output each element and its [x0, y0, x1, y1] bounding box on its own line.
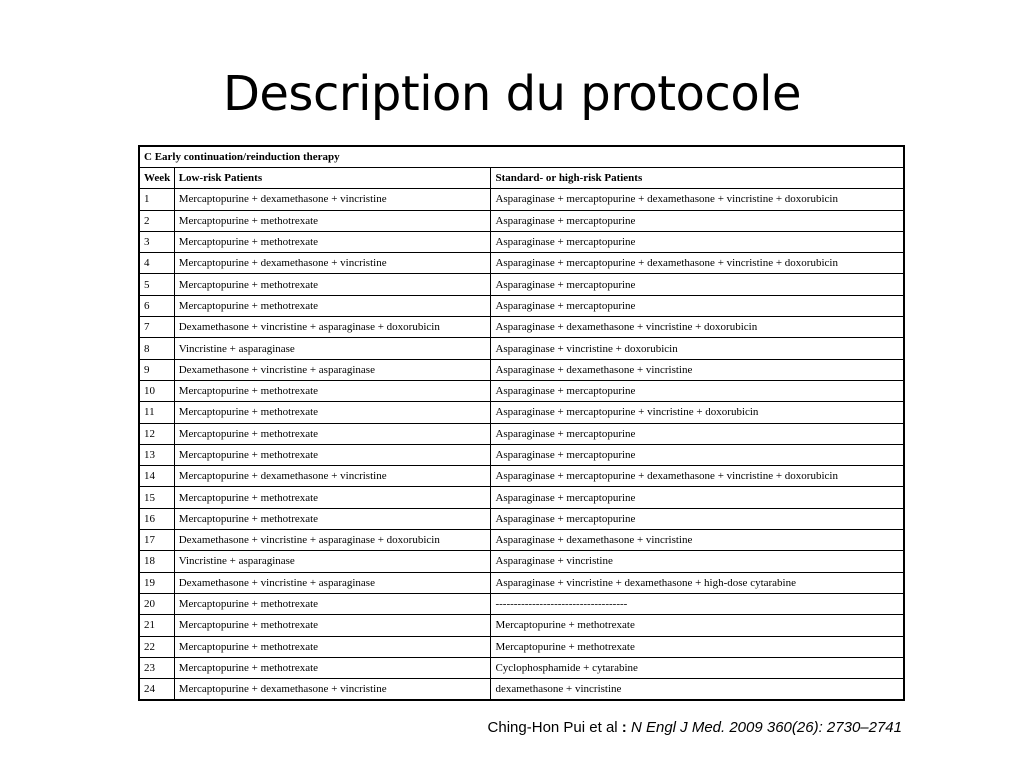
cell-week: 2 — [139, 210, 174, 231]
cell-week: 20 — [139, 593, 174, 614]
citation-journal: N Engl J Med. 2009 360(26): 2730–2741 — [630, 719, 902, 736]
cell-week: 11 — [139, 402, 174, 423]
slide-title: Description du protocole — [222, 66, 802, 122]
table-row — [139, 593, 904, 614]
cell-standard-high-risk: Asparaginase + mercaptopurine + dexamethasone + vincristine + doxorubicin — [491, 466, 904, 487]
table-row — [139, 338, 904, 359]
cell-low-risk: Vincristine + asparaginase — [174, 551, 491, 572]
citation — [488, 719, 902, 736]
cell-week: 21 — [139, 615, 174, 636]
cell-week: 22 — [139, 636, 174, 657]
cell-low-risk: Dexamethasone + vincristine + asparaginase — [174, 572, 491, 593]
cell-week: 16 — [139, 508, 174, 529]
cell-week: 18 — [139, 551, 174, 572]
cell-low-risk: Mercaptopurine + methotrexate — [174, 444, 491, 465]
cell-low-risk: Mercaptopurine + methotrexate — [174, 274, 491, 295]
citation-authors: Ching-Hon Pui et al — [487, 719, 618, 736]
cell-standard-high-risk: ------------------------------------ — [491, 593, 904, 614]
cell-week: 24 — [139, 679, 174, 701]
cell-week: 6 — [139, 295, 174, 316]
cell-week: 7 — [139, 317, 174, 338]
cell-low-risk: Dexamethasone + vincristine + asparaginase + doxorubicin — [174, 317, 491, 338]
table-row — [139, 466, 904, 487]
cell-low-risk: Mercaptopurine + methotrexate — [174, 487, 491, 508]
cell-low-risk: Mercaptopurine + dexamethasone + vincristine — [174, 679, 491, 701]
cell-standard-high-risk: Asparaginase + vincristine — [491, 551, 904, 572]
cell-low-risk: Mercaptopurine + dexamethasone + vincristine — [174, 466, 491, 487]
cell-low-risk: Mercaptopurine + methotrexate — [174, 210, 491, 231]
cell-standard-high-risk: Asparaginase + vincristine + doxorubicin — [491, 338, 904, 359]
cell-standard-high-risk: Asparaginase + dexamethasone + vincristine — [491, 530, 904, 551]
header-standard-high-risk: Standard- or high-risk Patients — [491, 168, 904, 189]
table-row — [139, 189, 904, 210]
cell-low-risk: Mercaptopurine + methotrexate — [174, 615, 491, 636]
table-header-row — [139, 168, 904, 189]
table-row — [139, 572, 904, 593]
cell-standard-high-risk: Asparaginase + mercaptopurine — [491, 508, 904, 529]
cell-standard-high-risk: Mercaptopurine + methotrexate — [491, 636, 904, 657]
table-row — [139, 679, 904, 701]
cell-standard-high-risk: Asparaginase + vincristine + dexamethasone + high-dose cytarabine — [491, 572, 904, 593]
cell-standard-high-risk: Asparaginase + dexamethasone + vincristine + doxorubicin — [491, 317, 904, 338]
cell-low-risk: Mercaptopurine + methotrexate — [174, 295, 491, 316]
table-row — [139, 615, 904, 636]
cell-low-risk: Mercaptopurine + dexamethasone + vincristine — [174, 253, 491, 274]
cell-standard-high-risk: Mercaptopurine + methotrexate — [491, 615, 904, 636]
cell-low-risk: Dexamethasone + vincristine + asparaginase + doxorubicin — [174, 530, 491, 551]
cell-week: 3 — [139, 231, 174, 252]
cell-low-risk: Mercaptopurine + methotrexate — [174, 593, 491, 614]
cell-standard-high-risk: Asparaginase + mercaptopurine — [491, 487, 904, 508]
cell-low-risk: Mercaptopurine + methotrexate — [174, 380, 491, 401]
cell-standard-high-risk: Asparaginase + mercaptopurine — [491, 444, 904, 465]
cell-low-risk: Mercaptopurine + methotrexate — [174, 508, 491, 529]
cell-week: 5 — [139, 274, 174, 295]
protocol-table — [138, 145, 905, 701]
table-row — [139, 253, 904, 274]
cell-standard-high-risk: Cyclophosphamide + cytarabine — [491, 657, 904, 678]
cell-standard-high-risk: Asparaginase + mercaptopurine — [491, 295, 904, 316]
cell-week: 8 — [139, 338, 174, 359]
cell-standard-high-risk: Asparaginase + mercaptopurine + dexamethasone + vincristine + doxorubicin — [491, 253, 904, 274]
cell-week: 9 — [139, 359, 174, 380]
cell-standard-high-risk: Asparaginase + mercaptopurine — [491, 210, 904, 231]
cell-week: 15 — [139, 487, 174, 508]
cell-standard-high-risk: Asparaginase + mercaptopurine — [491, 231, 904, 252]
table-caption-row — [139, 146, 904, 168]
table-row — [139, 508, 904, 529]
cell-low-risk: Mercaptopurine + dexamethasone + vincristine — [174, 189, 491, 210]
cell-low-risk: Mercaptopurine + methotrexate — [174, 231, 491, 252]
cell-standard-high-risk: Asparaginase + mercaptopurine — [491, 274, 904, 295]
cell-low-risk: Mercaptopurine + methotrexate — [174, 636, 491, 657]
cell-week: 4 — [139, 253, 174, 274]
cell-week: 17 — [139, 530, 174, 551]
cell-standard-high-risk: dexamethasone + vincristine — [491, 679, 904, 701]
header-week: Week — [139, 168, 174, 189]
cell-standard-high-risk: Asparaginase + mercaptopurine — [491, 423, 904, 444]
table-row — [139, 423, 904, 444]
cell-week: 19 — [139, 572, 174, 593]
table-row — [139, 487, 904, 508]
table-row — [139, 657, 904, 678]
table-row — [139, 231, 904, 252]
table-row — [139, 295, 904, 316]
cell-week: 12 — [139, 423, 174, 444]
cell-low-risk: Mercaptopurine + methotrexate — [174, 423, 491, 444]
table-row — [139, 444, 904, 465]
cell-week: 10 — [139, 380, 174, 401]
table-row — [139, 551, 904, 572]
cell-week: 23 — [139, 657, 174, 678]
table-row — [139, 210, 904, 231]
table-row — [139, 317, 904, 338]
cell-low-risk: Mercaptopurine + methotrexate — [174, 657, 491, 678]
cell-standard-high-risk: Asparaginase + dexamethasone + vincristine — [491, 359, 904, 380]
header-low-risk: Low-risk Patients — [174, 168, 491, 189]
cell-low-risk: Dexamethasone + vincristine + asparaginase — [174, 359, 491, 380]
table-row — [139, 402, 904, 423]
table-row — [139, 274, 904, 295]
cell-standard-high-risk: Asparaginase + mercaptopurine — [491, 380, 904, 401]
table-caption: C Early continuation/reinduction therapy — [139, 146, 904, 168]
table-row — [139, 380, 904, 401]
cell-week: 13 — [139, 444, 174, 465]
table-body — [139, 189, 904, 701]
table-row — [139, 636, 904, 657]
cell-week: 1 — [139, 189, 174, 210]
cell-low-risk: Vincristine + asparaginase — [174, 338, 491, 359]
table-row — [139, 359, 904, 380]
cell-low-risk: Mercaptopurine + methotrexate — [174, 402, 491, 423]
table-row — [139, 530, 904, 551]
cell-week: 14 — [139, 466, 174, 487]
cell-standard-high-risk: Asparaginase + mercaptopurine + dexamethasone + vincristine + doxorubicin — [491, 189, 904, 210]
citation-separator: : — [617, 719, 631, 736]
cell-standard-high-risk: Asparaginase + mercaptopurine + vincristine + doxorubicin — [491, 402, 904, 423]
